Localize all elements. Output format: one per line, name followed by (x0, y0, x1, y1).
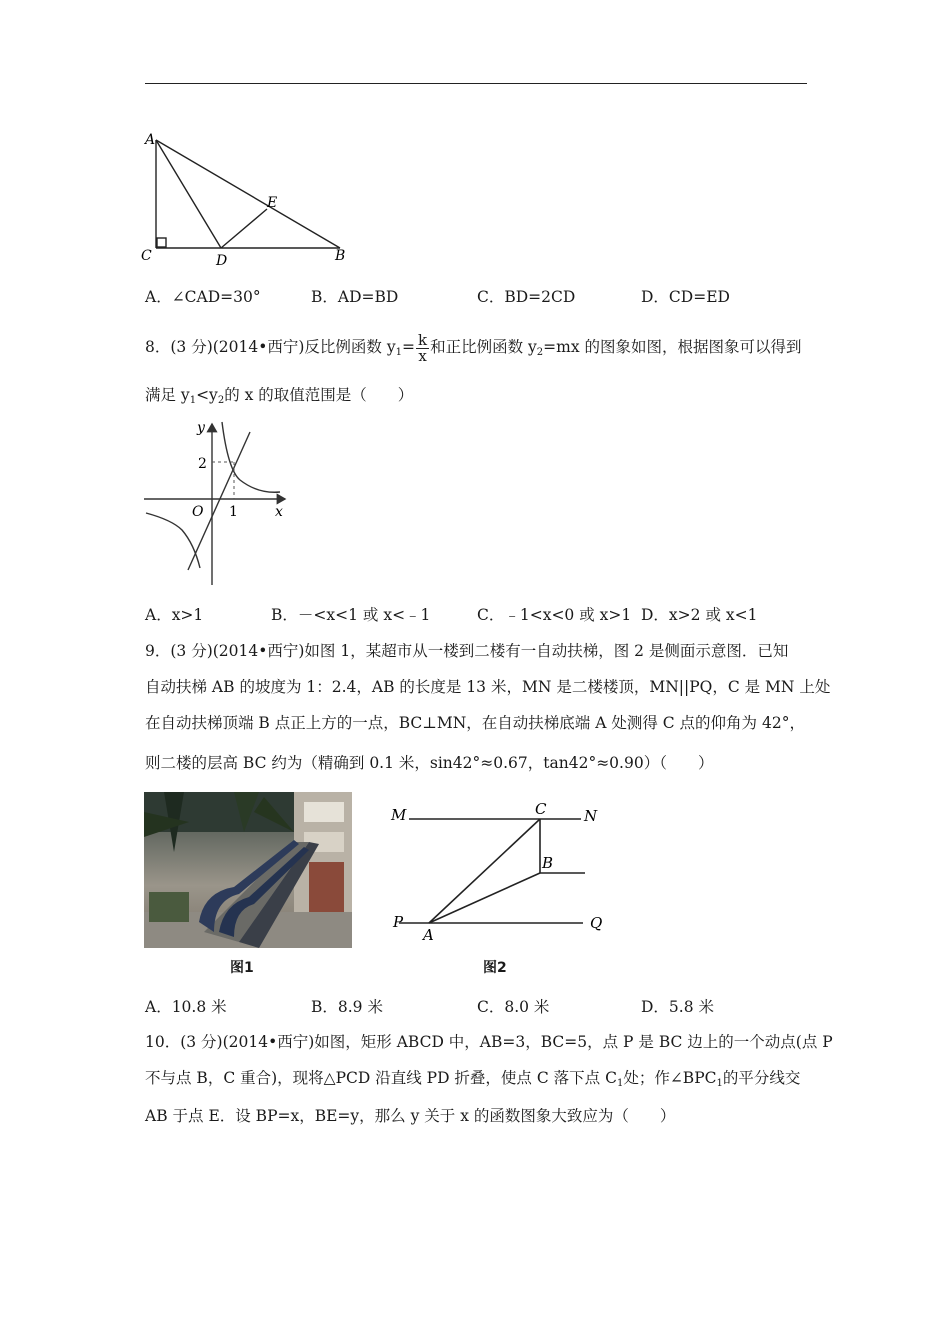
q9-option-b: B．8.9 米 (311, 998, 383, 1016)
q10-line2-sub: 1 (616, 1078, 624, 1089)
q7-label-d: D (216, 253, 228, 268)
q8-fraction (416, 330, 429, 365)
q9-option-c: C．8.0 米 (477, 998, 550, 1016)
q8-frac-num: k (418, 330, 428, 349)
q9-label-b: B (542, 854, 554, 872)
q10-line2-mid: 处；作∠BPC (623, 1069, 717, 1087)
q9-label-m: M (391, 806, 407, 824)
q7-option-d: D．CD=ED (641, 288, 730, 306)
q8-sub1: 1 (395, 347, 402, 358)
q8-sub2: 2 (536, 347, 544, 358)
q8-graph-label-o: O (192, 504, 204, 520)
q7-label-e: E (267, 195, 278, 211)
q9-option-d: D．5.8 米 (641, 998, 715, 1016)
q8-line2-lt: <y (196, 386, 218, 404)
q8-line2-prefix: 满足 y (145, 386, 190, 404)
q8-option-a: A．x>1 (145, 606, 204, 624)
header-rule (145, 83, 807, 84)
q8-stem-prefix: 8．(3 分)(2014•西宁)反比例函数 y (145, 338, 396, 356)
q7-label-b: B (335, 248, 346, 264)
q10-line2-prefix: 不与点 B，C 重合)，现将△PCD 沿直线 PD 折叠，使点 C 落下点 C (145, 1069, 617, 1087)
q9-stem-line4: 则二楼的层高 BC 约为（精确到 0.1 米，sin42°≈0.67，tan42°≈0.90）（ ） (145, 754, 714, 772)
q9-stem-line1: 9．(3 分)(2014•西宁)如图 1，某超市从一楼到二楼有一自动扶梯，图 2 是侧面示意图．已知 (145, 642, 789, 660)
q8-graph-label-1: 1 (229, 504, 238, 520)
q10-stem-line1: 10．(3 分)(2014•西宁)如图，矩形 ABCD 中，AB=3，BC=5，点 P 是 BC 边上的一个动点(点 P (145, 1033, 833, 1051)
q8-option-b: B．－<x<1 或 x<﹣1 (271, 606, 431, 624)
q8-line2-sub2: 2 (217, 395, 225, 406)
q9-stem-line2: 自动扶梯 AB 的坡度为 1：2.4，AB 的长度是 13 米，MN 是二楼楼顶，MN||PQ，C 是 MN 上处 (145, 678, 831, 696)
q8-option-d: D．x>2 或 x<1 (641, 606, 758, 624)
q9-fig1-caption: 图1 (230, 960, 254, 976)
q9-side-diagram (385, 797, 615, 947)
q8-line2-sub1: 1 (189, 395, 197, 406)
q9-label-q: Q (590, 914, 603, 932)
q8-stem-line2 (145, 385, 413, 405)
q9-label-a: A (423, 926, 434, 944)
q7-label-c: C (141, 248, 152, 264)
q8-frac-den: x (418, 346, 427, 365)
q7-triangle-figure (135, 128, 355, 268)
q8-stem-line1 (145, 330, 802, 364)
q9-label-p: P (393, 913, 404, 931)
q8-eq: = (402, 338, 415, 356)
q10-stem-line3: AB 于点 E．设 BP=x，BE=y，那么 y 关于 x 的函数图象大致应为（ ） (145, 1107, 676, 1125)
q9-label-n: N (584, 807, 598, 825)
q7-option-a: A．∠CAD=30° (145, 288, 261, 306)
q8-graph-label-x: x (275, 504, 283, 520)
q9-fig2-caption: 图2 (483, 960, 507, 976)
escalator-photo (144, 792, 352, 948)
q10-stem-line2 (145, 1068, 800, 1088)
q9-label-c: C (535, 800, 547, 818)
q8-option-c: C．﹣1<x<0 或 x>1 (477, 606, 632, 624)
q8-stem-suffix: =mx 的图象如图，根据图象可以得到 (543, 338, 802, 356)
q8-line2-suffix: 的 x 的取值范围是（ ） (224, 386, 414, 404)
q7-option-c: C．BD=2CD (477, 288, 576, 306)
q9-option-a: A．10.8 米 (145, 998, 227, 1016)
q10-line2-suffix: 的平分线交 (722, 1069, 801, 1087)
q8-graph-label-2: 2 (198, 456, 207, 472)
q8-function-graph (140, 418, 300, 588)
q7-label-a: A (145, 132, 156, 148)
q10-line2-sub2: 1 (716, 1078, 723, 1089)
q9-stem-line3: 在自动扶梯顶端 B 点正上方的一点，BC⊥MN，在自动扶梯底端 A 处测得 C 点的仰角为 42°， (145, 714, 805, 732)
q8-stem-mid: 和正比例函数 y (430, 338, 537, 356)
q8-graph-label-y: y (197, 420, 205, 436)
q7-option-b: B．AD=BD (311, 288, 399, 306)
